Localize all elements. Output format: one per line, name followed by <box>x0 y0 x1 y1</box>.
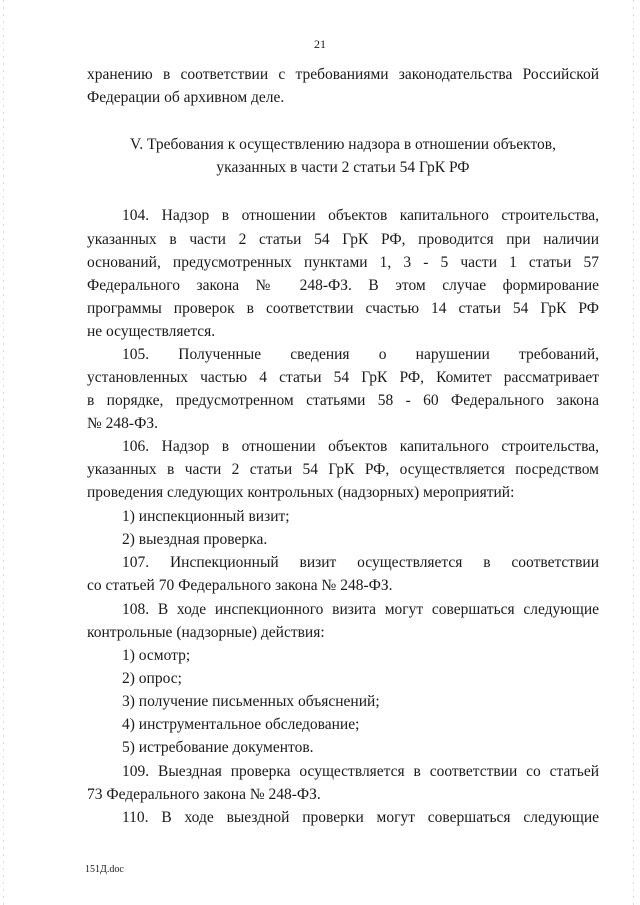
list-item: 2) опрос; <box>122 670 182 687</box>
paragraph-104-line: Федерального закона № 248-ФЗ. В этом случае формирование <box>87 277 599 294</box>
paragraph-110-line: 110. В ходе выездной проверки могут совершаться следующие <box>122 809 599 826</box>
paragraph-104-line: 104. Надзор в отношении объектов капитального строительства, <box>122 207 599 224</box>
paragraph-109-line: 109. Выездная проверка осуществляется в соответствии со статьей <box>122 763 599 780</box>
paragraph-104-line: оснований, предусмотренных пунктами 1, 3 - 5 части 1 статьи 57 <box>87 254 599 271</box>
section-heading-line-2: указанных в части 2 статьи 54 ГрК РФ <box>216 159 470 176</box>
scan-edge-left <box>3 0 4 905</box>
paragraph-107-line: со статьей 70 Федерального закона № 248-ФЗ. <box>87 577 393 594</box>
text-line: хранению в соответствии с требованиями законодательства Российской <box>87 66 599 83</box>
paragraph-106-line: проведения следующих контрольных (надзорных) мероприятий: <box>87 484 515 501</box>
paragraph-104-line: указанных в части 2 статьи 54 ГрК РФ, проводится при наличии <box>87 231 599 248</box>
page-number: 21 <box>314 37 326 51</box>
list-item: 4) инструментальное обследование; <box>122 716 360 733</box>
list-item: 1) инспекционный визит; <box>122 508 290 525</box>
paragraph-107-line: 107. Инспекционный визит осуществляется в соответствии <box>122 554 599 571</box>
text-line: Федерации об архивном деле. <box>87 89 285 106</box>
list-item: 1) осмотр; <box>122 647 191 664</box>
list-item: 5) истребование документов. <box>122 739 314 756</box>
scan-edge-right <box>633 0 634 905</box>
file-name-footer: 151Д.doc <box>85 864 124 875</box>
paragraph-106-line: 106. Надзор в отношении объектов капитального строительства, <box>122 438 599 455</box>
paragraph-105-line: № 248-ФЗ. <box>87 415 158 432</box>
paragraph-105-line: установленных частью 4 статьи 54 ГрК РФ, Комитет рассматривает <box>87 369 599 386</box>
list-item: 2) выездная проверка. <box>122 531 268 548</box>
paragraph-109-line: 73 Федерального закона № 248-ФЗ. <box>87 786 321 803</box>
paragraph-105-line: 105. Полученные сведения о нарушении требований, <box>122 346 599 363</box>
paragraph-108-line: 108. В ходе инспекционного визита могут совершаться следующие <box>122 601 599 618</box>
paragraph-108-line: контрольные (надзорные) действия: <box>87 624 325 641</box>
paragraph-104-line: не осуществляется. <box>87 323 216 340</box>
paragraph-104-line: программы проверок в соответствии счастью 14 статьи 54 ГрК РФ <box>87 300 599 317</box>
list-item: 3) получение письменных объяснений; <box>122 693 380 710</box>
paragraph-106-line: указанных в части 2 статьи 54 ГрК РФ, осуществляется посредством <box>87 461 599 478</box>
section-heading-line-1: V. Требования к осуществлению надзора в отношении объектов, <box>130 136 556 153</box>
paragraph-105-line: в порядке, предусмотренном статьями 58 - 60 Федерального закона <box>87 392 599 409</box>
